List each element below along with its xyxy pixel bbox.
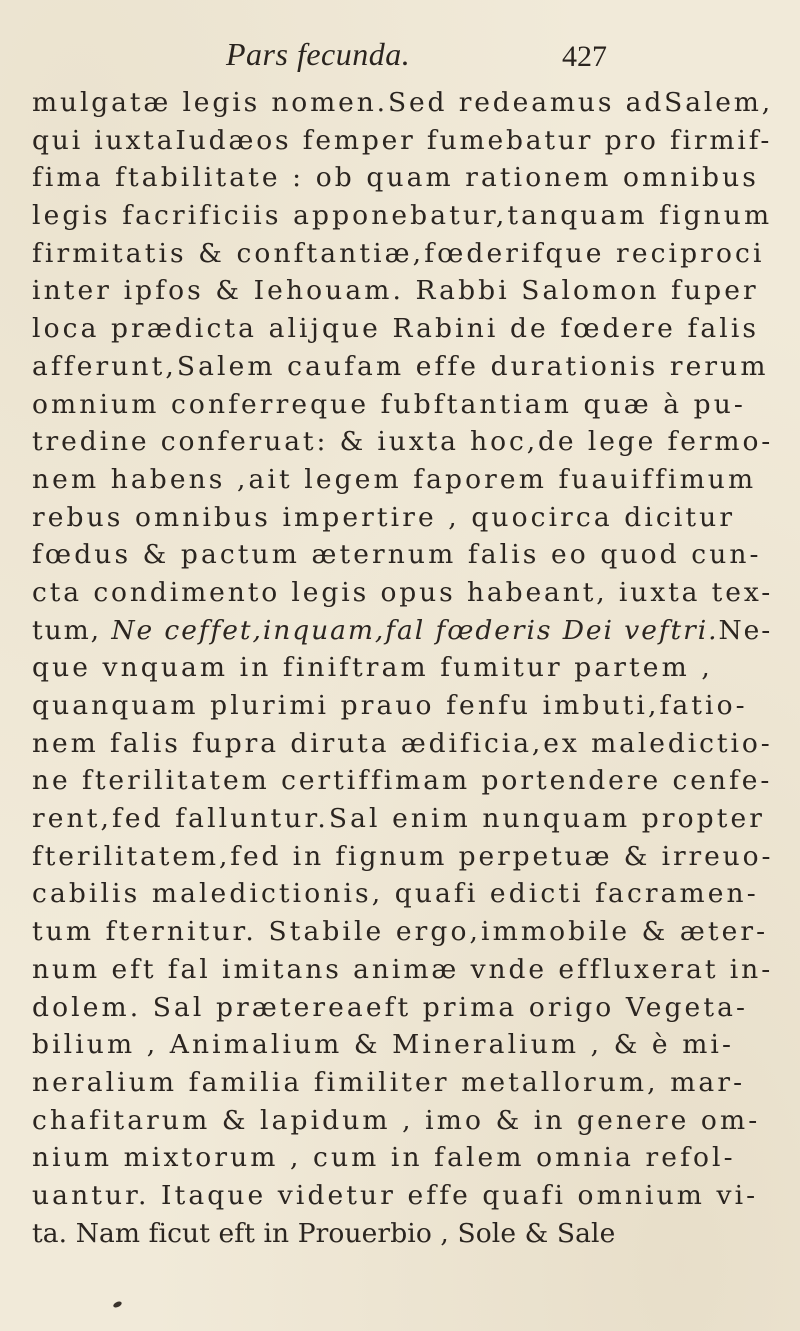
text-line: cabilis maledictionis, quafi edicti facramen- — [32, 878, 759, 910]
text-line: mulgatæ legis nomen.Sed redeamus adSalem, — [32, 87, 774, 118]
text-line: ne fterilitatem certiffimam portendere cenfe- — [32, 765, 773, 797]
text-line: bilium , Animalium & Mineralium , & è mi- — [32, 1029, 735, 1061]
text-line: que vnquam in finiftram fumitur partem , — [32, 652, 713, 684]
text-line: inter ipfos & Iehouam. Rabbi Salomon fuper — [32, 275, 759, 307]
text-line: qui iuxtaIudæos femper fumebatur pro firmif- — [32, 124, 773, 156]
text-line: nium mixtorum , cum in falem omnia refol- — [32, 1142, 736, 1174]
text-line: fœdus & pactum æternum falis eo quod cun- — [32, 539, 762, 571]
text-line: dolem. Sal prætereaeft prima origo Vegeta- — [32, 991, 749, 1023]
text-line: firmitatis & conftantiæ,fœderifque reciproci — [32, 237, 765, 269]
text-line: cta condimento legis opus habeant, iuxta tex- — [32, 576, 774, 608]
text-line: rent,fed falluntur.Sal enim nunquam propter — [32, 803, 766, 835]
text-line: nem habens ,ait legem faporem fuauiffimum — [32, 463, 757, 495]
text-line: fima ftabilitate : ob quam rationem omnibus — [32, 162, 759, 194]
text-line: loca prædicta alijque Rabini de fœdere falis — [32, 313, 760, 345]
text-line: neralium familia fimiliter metallorum, mar- — [32, 1066, 746, 1098]
body-text — [32, 84, 774, 1252]
text-line: tum fternitur. Stabile ergo,immobile & æter- — [32, 916, 769, 948]
text-line: tum, Ne ceffet,inquam,fal fœderis Dei veftri.Ne- — [32, 614, 773, 646]
ink-stain — [112, 1300, 122, 1308]
text-line: legis facrificiis apponebatur,tanquam fignum — [32, 200, 773, 232]
text-line: nem falis fupra diruta ædificia,ex maledictio- — [32, 727, 773, 759]
running-head — [0, 36, 800, 86]
scripture-quotation: Ne ceffet,inquam,fal fœderis Dei veftri. — [111, 614, 719, 646]
text-line: fterilitatem,fed in fignum perpetuæ & irreuo- — [32, 840, 774, 872]
text-line: num eft fal imitans animæ vnde effluxerat in- — [32, 953, 774, 985]
page-number: 427 — [562, 40, 607, 73]
text-line: tredine conferuat: & iuxta hoc,de lege fermo- — [32, 426, 774, 458]
text-line: chafitarum & lapidum , imo & in genere om- — [32, 1104, 761, 1136]
text-line: rebus omnibus impertire , quocirca dicitur — [32, 501, 736, 533]
text-line: omnium conferreque fubftantiam quæ à pu- — [32, 388, 746, 420]
text-line: quanquam plurimi prauo fenfu imbuti,fatio- — [32, 690, 748, 721]
text-line: ta. Nam ficut eft in Prouerbio , Sole & Sale — [32, 1217, 616, 1249]
running-head-title: Pars fecunda. — [226, 36, 411, 72]
text-line: afferunt,Salem caufam effe durationis rerum — [32, 350, 769, 382]
text-line: uantur. Itaque videtur effe quafi omnium vi- — [32, 1179, 759, 1211]
